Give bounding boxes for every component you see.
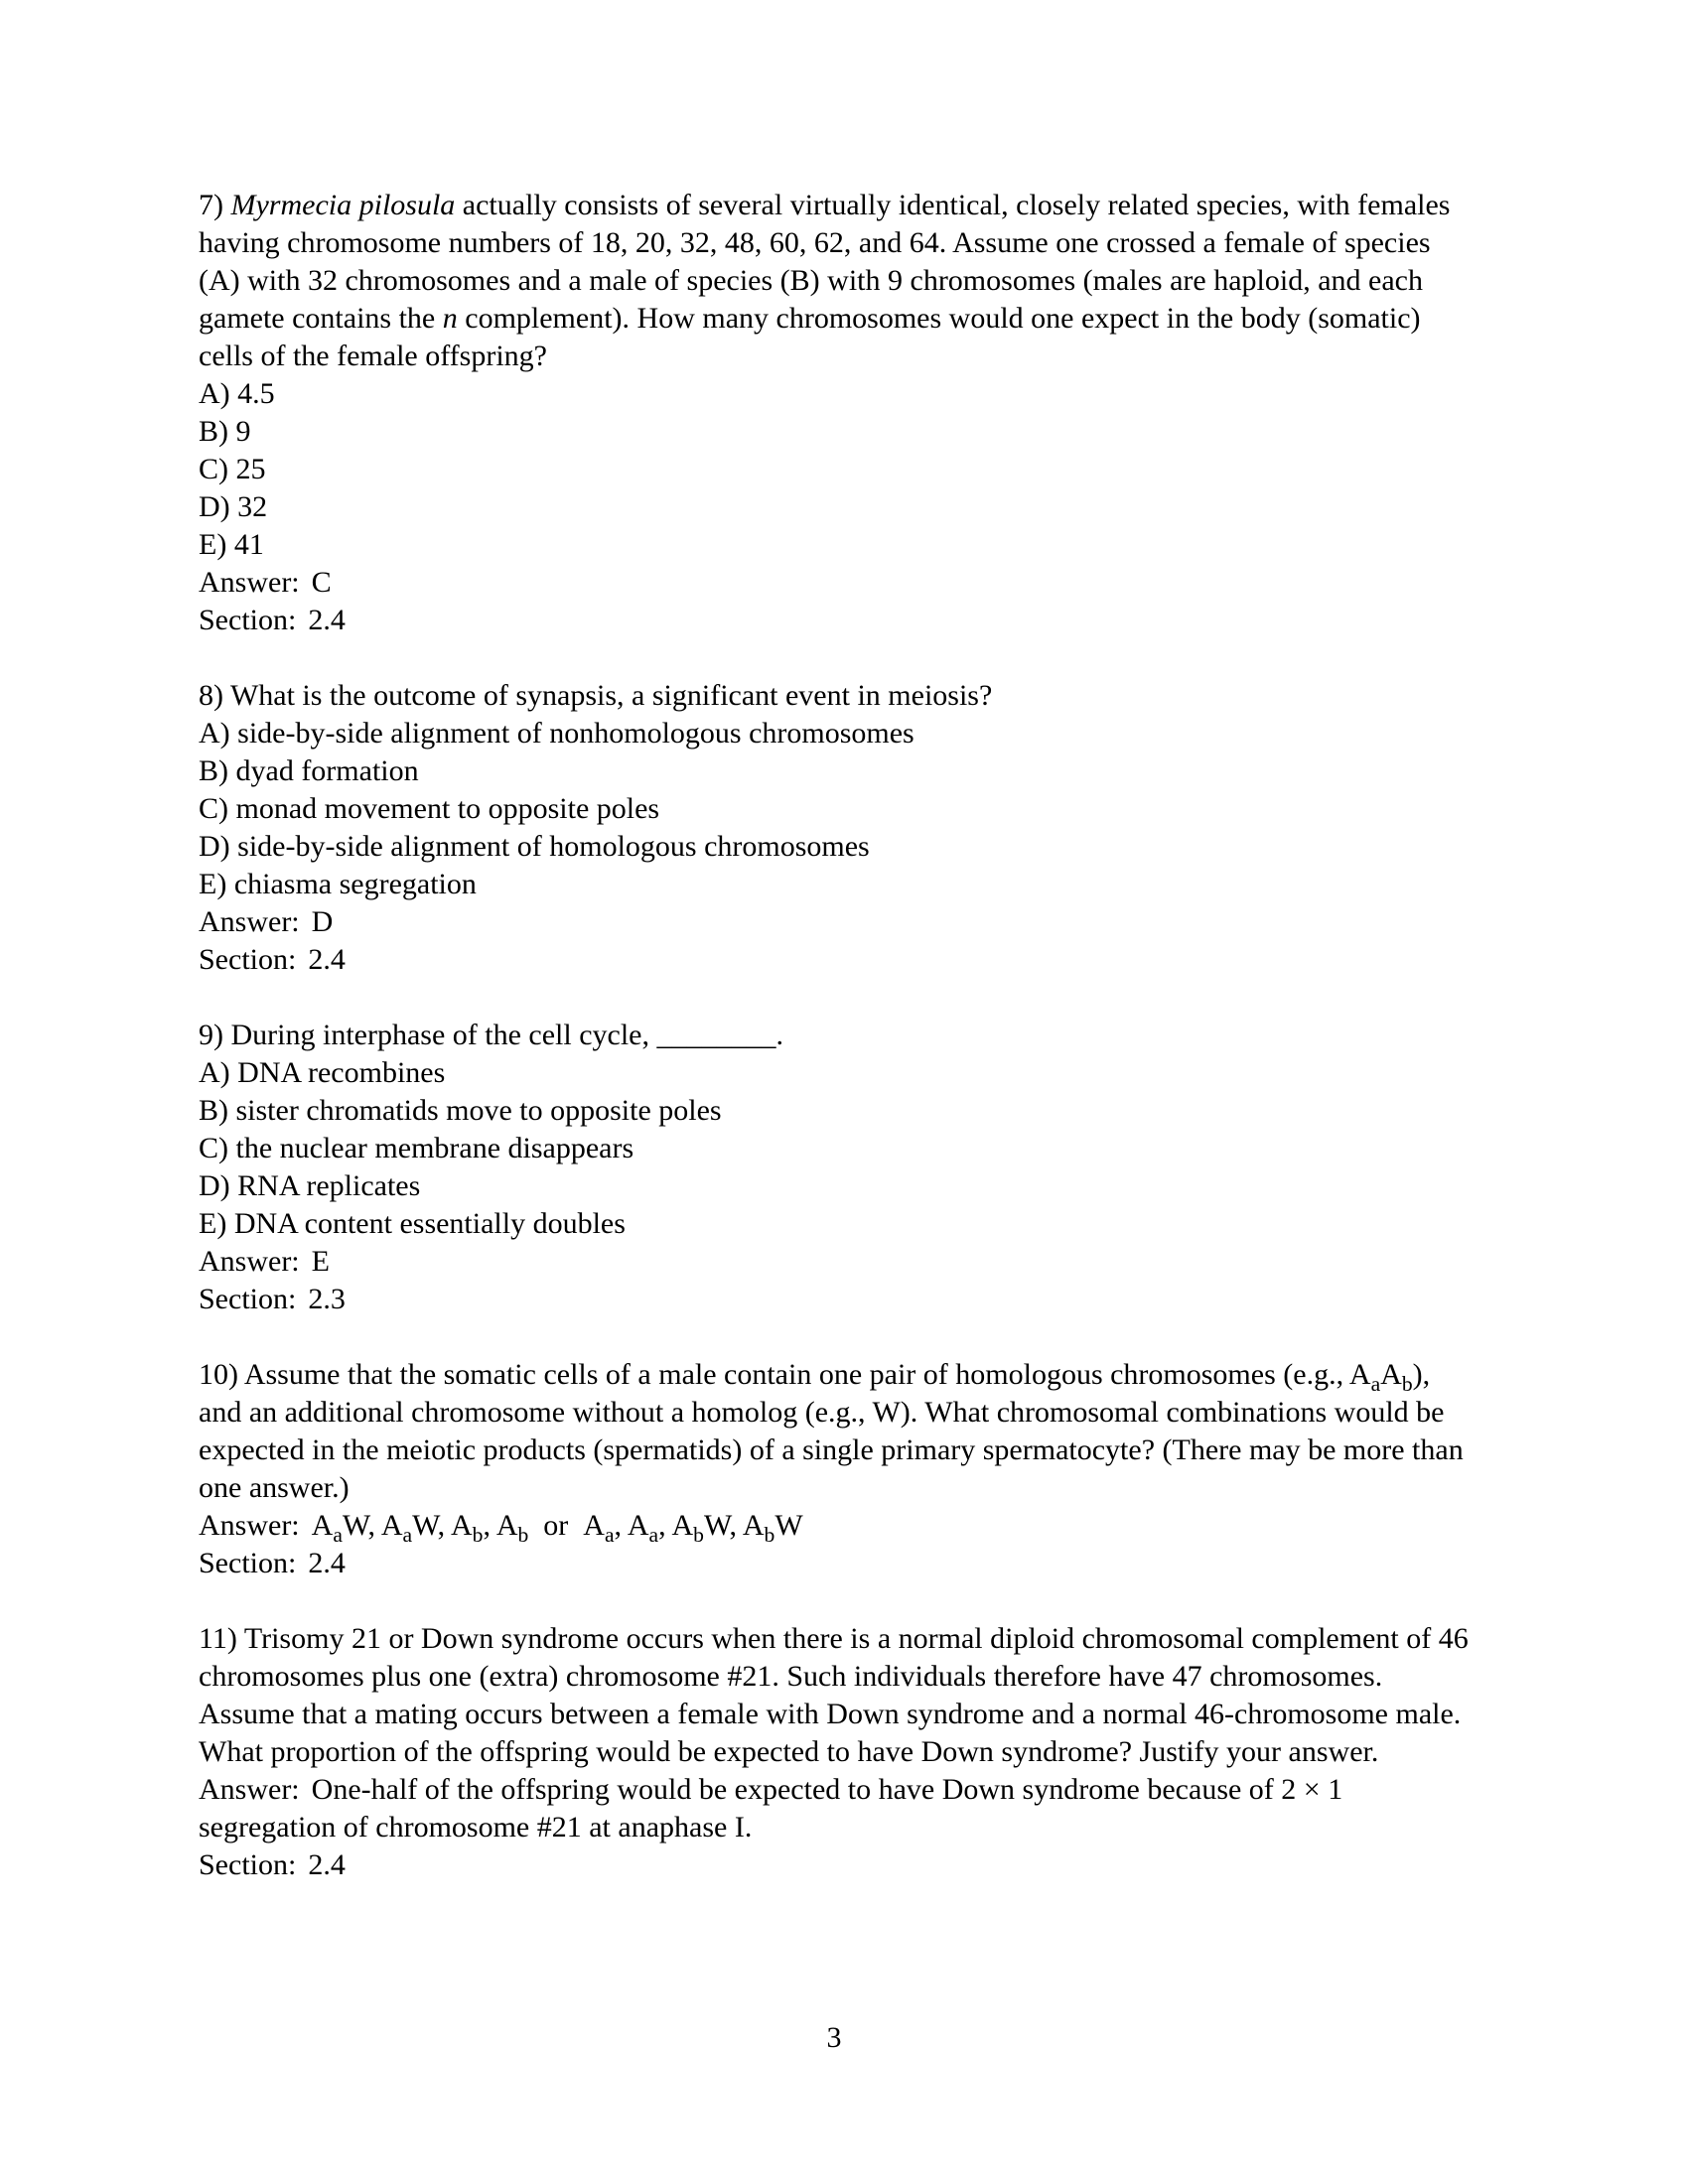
answer-line — [199, 903, 1470, 941]
question-stem: 9) During interphase of the cell cycle, ________. — [199, 1019, 783, 1051]
choice-line: E) DNA content essentially doubles — [199, 1207, 626, 1240]
answer-value: $A_aW$, $A_aW$, $A_b$, $A_b$ or $A_a$, $A_a$, $A_bW$, $A_bW$ — [311, 1509, 803, 1547]
section-line — [199, 941, 1470, 979]
answer-value: E — [311, 1245, 330, 1278]
section-line — [199, 1846, 1470, 1884]
question-8 — [199, 677, 1470, 979]
answer-value: One-half of the offspring would be expected to have Down syndrome because of 2 × 1 segregation of chromosome #21 at anaphase I. — [199, 1773, 1343, 1843]
answer-label: Answer: — [199, 1245, 300, 1278]
question-stem: 8) What is the outcome of synapsis, a significant event in meiosis? — [199, 679, 993, 712]
choice-line: D) 32 — [199, 490, 268, 523]
question-stem: 11) Trisomy 21 or Down syndrome occurs when there is a normal diploid chromosomal complement of 46 chromosomes plus one (extra) chromosome #21. Such individuals therefore have 47 chromosomes. Assume that a mating occurs between a female with Down syndrome and a normal 46-chromosome male. What proportion of the offspring would be expected to have Down syndrome? Justify your answer. — [199, 1622, 1469, 1768]
section-value: 2.4 — [308, 1547, 346, 1579]
choice-line: E) 41 — [199, 528, 264, 561]
answer-label: Answer: — [199, 1509, 300, 1542]
answer-line — [199, 1243, 1470, 1281]
choice-line: B) dyad formation — [199, 754, 419, 787]
choice-line: B) sister chromatids move to opposite poles — [199, 1094, 722, 1127]
question-stem: 10) Assume that the somatic cells of a male contain one pair of homologous chromosomes (e.g., $A_aA_b$), and an additional chromosome without a homolog (e.g., W). What chromosomal combinations would be expected in the meiotic products (spermatids) of a single primary spermatocyte? (There may be more than one answer.) — [199, 1358, 1464, 1504]
choice-line: C) 25 — [199, 453, 266, 485]
section-value: 2.4 — [308, 604, 346, 636]
section-label: Section: — [199, 943, 297, 976]
choice-line: C) monad movement to opposite poles — [199, 792, 660, 825]
choice-line: D) side-by-side alignment of homologous chromosomes — [199, 830, 870, 863]
choice-line: E) chiasma segregation — [199, 868, 477, 900]
choice-line: D) RNA replicates — [199, 1169, 421, 1202]
question-11 — [199, 1620, 1470, 1884]
answer-line — [199, 1771, 1470, 1846]
answer-label: Answer: — [199, 905, 300, 938]
question-9 — [199, 1017, 1470, 1318]
question-7 — [199, 187, 1470, 639]
section-line — [199, 1281, 1470, 1318]
choice-line: A) DNA recombines — [199, 1056, 446, 1089]
section-line — [199, 1545, 1470, 1582]
answer-value: C — [311, 566, 332, 599]
page-number: 3 — [826, 2021, 842, 2054]
section-value: 2.4 — [308, 1848, 346, 1881]
section-line — [199, 602, 1470, 639]
answer-line — [199, 1507, 1470, 1545]
question-10 — [199, 1356, 1470, 1582]
section-label: Section: — [199, 604, 297, 636]
page-content — [199, 187, 1470, 1922]
answer-line — [199, 564, 1470, 602]
choice-line: A) 4.5 — [199, 377, 275, 410]
answer-label: Answer: — [199, 1773, 300, 1806]
section-value: 2.3 — [308, 1283, 346, 1315]
section-value: 2.4 — [308, 943, 346, 976]
question-stem: 7) Myrmecia pilosula actually consists of several virtually identical, closely related species, with females having chromosome numbers of 18, 20, 32, 48, 60, 62, and 64. Assume one crossed a female of species (A) with 32 chromosomes and a male of species (B) with 9 chromosomes (males are haploid, and each gamete contains the n complement). How many chromosomes would one expect in the body (somatic) cells of the female offspring? — [199, 189, 1451, 372]
answer-value: D — [311, 905, 334, 938]
answer-label: Answer: — [199, 566, 300, 599]
choice-line: C) the nuclear membrane disappears — [199, 1132, 634, 1164]
section-label: Section: — [199, 1283, 297, 1315]
choice-line: A) side-by-side alignment of nonhomologous chromosomes — [199, 717, 914, 750]
section-label: Section: — [199, 1547, 297, 1579]
section-label: Section: — [199, 1848, 297, 1881]
choice-line: B) 9 — [199, 415, 251, 448]
